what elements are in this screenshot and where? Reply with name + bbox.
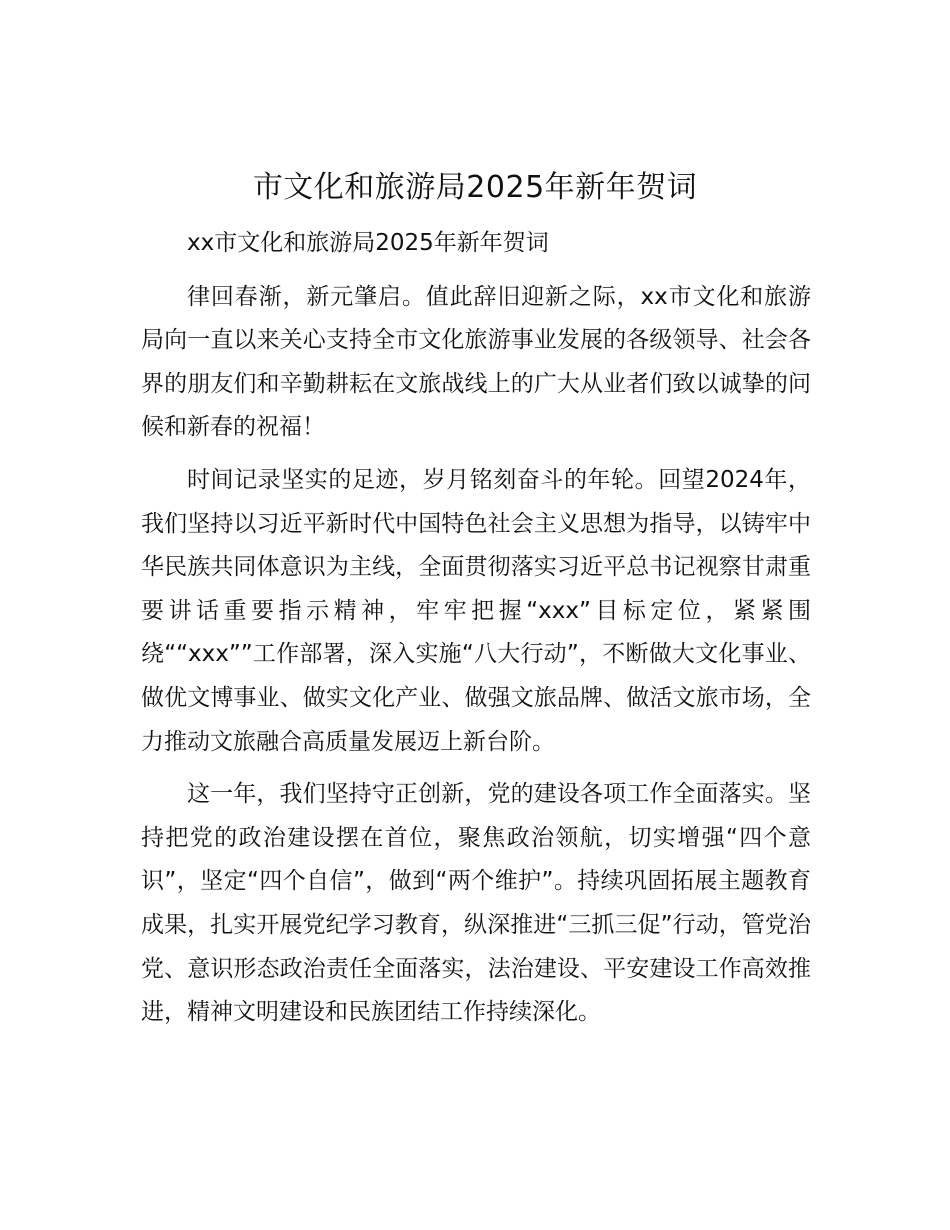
document-body bbox=[141, 222, 811, 1044]
paragraph-2: 时间记录坚实的足迹，岁月铭刻奋斗的年轮。回望2024年，我们坚持以习近平新时代中国特色社会主义思想为指导，以铸牢中华民族共同体意识为主线，全面贯彻落实习近平总书记视察甘肃重要讲话重要指示精神，牢牢把握“xxx”目标定位，紧紧围绕““xxx””工作部署，深入实施“八大行动”，不断做大文化事业、做优文博事业、做实文化产业、做强文旅品牌、做活文旅市场，全力推动文旅融合高质量发展迈上新台阶。 bbox=[141, 466, 811, 755]
document-title: 市文化和旅游局2025年新年贺词 bbox=[252, 170, 698, 205]
paragraph-1: 律回春渐，新元肇启。值此辞旧迎新之际，xx市文化和旅游局向一直以来关心支持全市文化旅游事业发展的各级领导、社会各界的朋友们和辛勤耕耘在文旅战线上的广大从业者们致以诚挚的问候和新春的祝福！ bbox=[141, 283, 811, 441]
document-subtitle: xx市文化和旅游局2025年新年贺词 bbox=[187, 230, 549, 256]
paragraph-3: 这一年，我们坚持守正创新，党的建设各项工作全面落实。坚持把党的政治建设摆在首位，聚焦政治领航，切实增强“四个意识”，坚定“四个自信”，做到“两个维护”。持续巩固拓展主题教育成果，扎实开展党纪学习教育，纵深推进“三抓三促”行动，管党治党、意识形态政治责任全面落实，法治建设、平安建设工作高效推进，精神文明建设和民族团结工作持续深化。 bbox=[141, 781, 811, 1026]
